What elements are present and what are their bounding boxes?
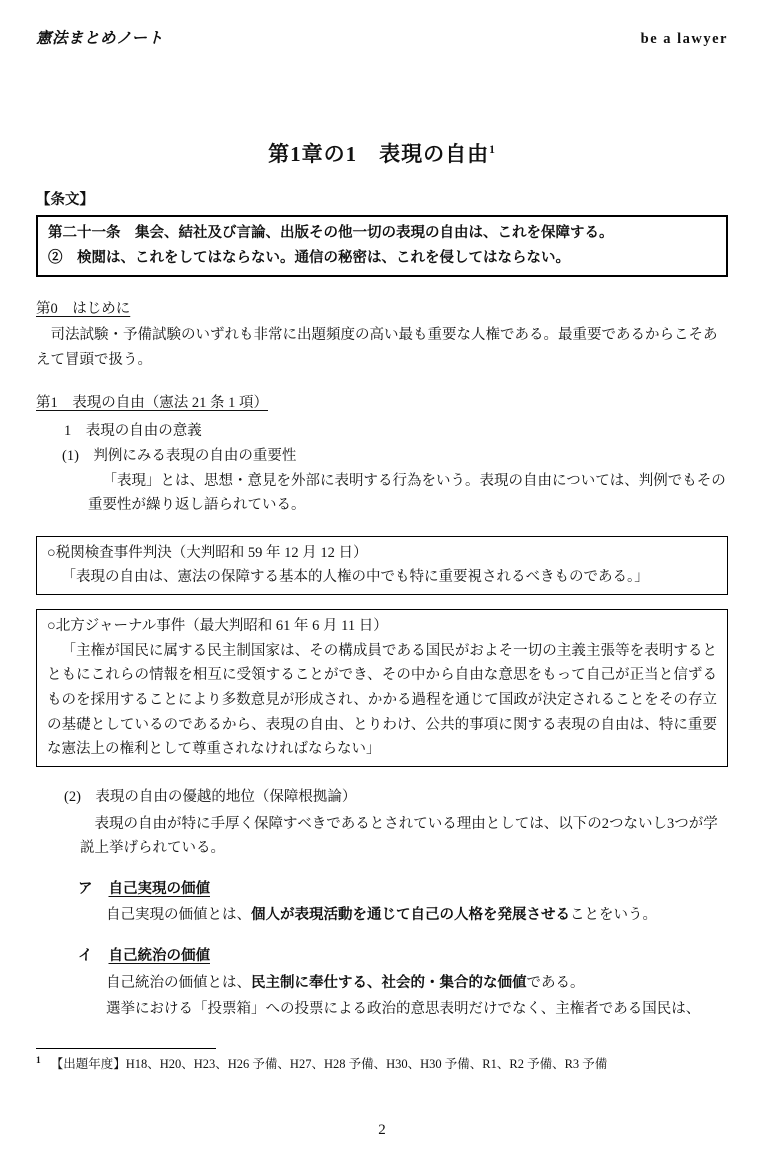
item-a-heading xyxy=(78,877,728,902)
item-a-body-pre: 自己実現の価値とは、 xyxy=(106,907,251,924)
case-zeikan-title: ○税関検査事件判決（大判昭和 59 年 12 月 12 日） xyxy=(47,544,368,561)
section1-heading xyxy=(36,391,728,416)
chapter-title xyxy=(36,140,728,169)
item-i-label: イ xyxy=(78,948,93,965)
item-i-body-post: である。 xyxy=(526,974,585,991)
section1-sub1-1-heading: (1) 判例にみる表現の自由の重要性 xyxy=(62,447,297,464)
item-i-heading-text: 自己統治の価値 xyxy=(108,948,210,965)
footnote-marker: 1 xyxy=(36,1056,41,1066)
item-i-body-line2: 選挙における「投票箱」への投票による政治的意思表明だけでなく、主権者である国民は、 xyxy=(106,1001,701,1018)
footnote-separator xyxy=(36,1048,216,1049)
case-zeikan-box xyxy=(36,536,728,595)
chapter-title-text: 第1章の1 表現の自由 xyxy=(268,142,490,167)
section2-body: 表現の自由が特に手厚く保障すべきであるとされている理由としては、以下の2つないし3つが学説上挙げられている。 xyxy=(80,815,718,857)
item-a-body-bold: 個人が表現活動を通じて自己の人格を発展させる xyxy=(251,907,570,924)
section0-heading-text: 第0 はじめに xyxy=(36,300,131,317)
section0-heading xyxy=(36,297,728,322)
jobun-label: 【条文】 xyxy=(36,191,94,208)
header-brand-text: be a lawyer xyxy=(640,31,728,47)
item-i-body xyxy=(106,971,728,996)
section1-heading-text: 第1 表現の自由（憲法 21 条 1 項） xyxy=(36,394,268,411)
footnote-text: 【出題年度】H18、H20、H23、H26 予備、H27、H28 予備、H30、H30 予備、R1、R2 予備、R3 予備 xyxy=(50,1057,608,1072)
article-21-line2: ② 検閲は、これをしてはならない。通信の秘密は、これを侵してはならない。 xyxy=(48,250,570,267)
section1-sub1-heading: 1 表現の自由の意義 xyxy=(64,423,202,440)
item-i-body-pre: 自己統治の価値とは、 xyxy=(106,974,251,991)
case-hoppo-journal-quote: 「主権が国民に属する民主制国家は、その構成員である国民がおよそ一切の主義主張等を表明するとともにこれらの情報を相互に受領することができ、その中から自由な意思をもって自己が正当と信ずるものを採用することにより多数意見が形成され、かかる過程を通じて国政が決定されることをその存立の基礎としているのであるから、表現の自由、とりわけ、公共的事項に関する表現の自由は、特に重要な憲法上の権利として尊重されなければならない」 xyxy=(47,642,717,758)
section0-body: 司法試験・予備試験のいずれも非常に出題頻度の高い最も重要な人権である。最重要であるからこそあえて冒頭で扱う。 xyxy=(36,327,718,368)
page-header xyxy=(36,26,728,52)
article-21-line1: 第二十一条 集会、結社及び言論、出版その他一切の表現の自由は、これを保障する。 xyxy=(48,225,614,242)
footnote-area xyxy=(36,1048,728,1073)
page-number: 2 xyxy=(378,1122,386,1138)
footnote-text-line xyxy=(36,1055,728,1073)
case-hoppo-journal-box xyxy=(36,609,728,767)
item-a-heading-text: 自己実現の価値 xyxy=(108,880,210,897)
item-a-body-post: ことをいう。 xyxy=(570,907,657,924)
case-hoppo-journal-title: ○北方ジャーナル事件（最大判昭和 61 年 6 月 11 日） xyxy=(47,618,388,635)
section1-sub1-1-body: 「表現」とは、思想・意見を外部に表明する行為をいう。表現の自由については、判例でもその重要性が繰り返し語られている。 xyxy=(88,472,726,514)
header-notebook-title: 憲法まとめノート xyxy=(36,30,164,47)
item-i-body-bold: 民主制に奉仕する、社会的・集合的な価値 xyxy=(251,974,527,991)
section2-heading: (2) 表現の自由の優越的地位（保障根拠論） xyxy=(64,788,357,805)
item-i-heading xyxy=(78,944,728,969)
item-a-body xyxy=(106,903,728,928)
case-zeikan-quote: 「表現の自由は、憲法の保障する基本的人権の中でも特に重要視されるべきものである。」 xyxy=(61,569,649,586)
item-a-label: ア xyxy=(78,880,93,897)
footnote-reference: 1 xyxy=(489,144,496,157)
article-21-box xyxy=(36,215,728,276)
